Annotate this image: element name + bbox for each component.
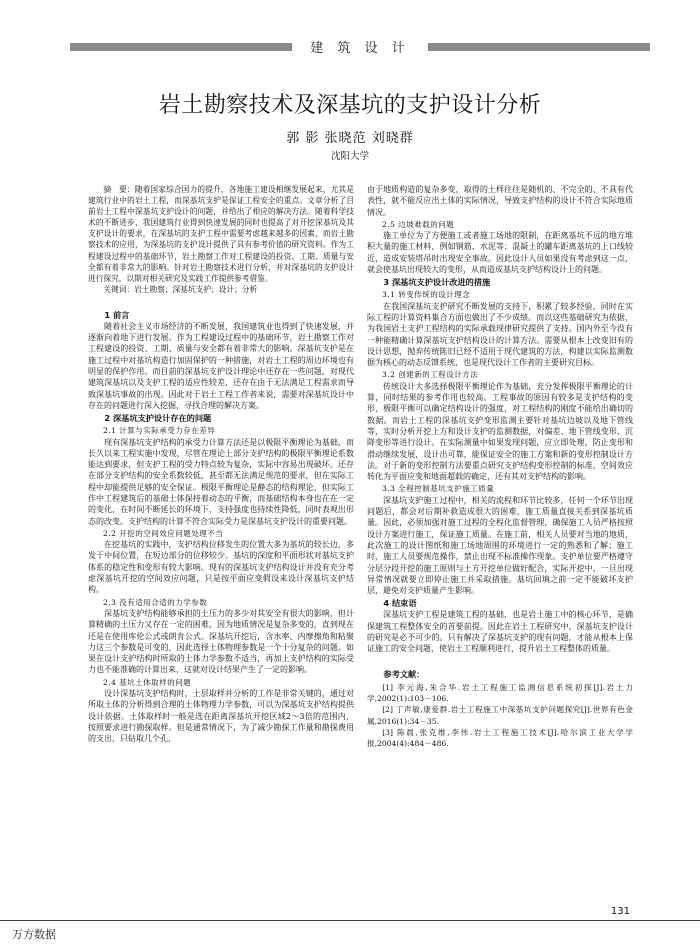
subsection-2-2-text: 在挖基坑的实践中，支护结构位移发生的位置大多为基坑的较长边，多发于中间位置，在短边部分的位移较少。基坑的深度和平面形状对基坑支护体系的稳定性和变形有较大影响。现有的深基坑支护结构设计并没有充分考虑深基坑开挖的空间效应问题，只是按平面应变假设来设计深基坑支护结构。: [88, 540, 354, 595]
subsection-heading-2-4: 2.4 基坑土体取样的问题: [103, 677, 192, 687]
reference-item: [2] 丁声敏,康爱群.岩土工程施工中深基坑支护问题探究[J].世界有色金属,2016(1):34－35.: [367, 705, 633, 726]
subsection-3-2-text: 传统设计大多选择极限平衡理论作为基础，充分发挥极限平衡理论的计算，同时结果的参考作用也较高。工程事故的原因有较多是支护结构的变形，极限平衡可以确定结构设计的强度，对工程结构的刚度不能给出确切的数据。而岩土工程的深基坑支护变形监测主要针对基坑边坡以及地下管线等，实时分析开挖上方和设计支护的监测数据，对偏差、地下管线变形、沉降变形等进行设计。在实际测量中如果发现问题，应立即处理，防止变形和滑动继续发展，设计出可靠，能保证安全的施工方案和新的变形控制设计方法。对于新的变形控制方法要重点研究支护结构变形控制的标准，空间效应转化为平面应变和地面超载的确定，还有其对支护结构的影响。: [367, 381, 633, 482]
subsection-heading-2-3: 2.3 没有适用合适的力学参数: [103, 597, 208, 607]
section-banner: [70, 40, 650, 54]
subsection-2-5-text: 施工单位为了方便施工或者施工场地的限制，在距离基坑不远的地方堆积大量的施工材料，例如钢筋、水泥等；混凝土的罐车距离基坑的上口线较近，造成安装塔吊时出现安全事故。因此设计人员如果没有考虑到这一点，就会使基坑出现较大的变形，从而造成基坑支护结构设计上的问题。: [367, 231, 633, 275]
subsection-2-1-text: 现有深基坑支护结构的承受力计算方法还是以极限平衡理论为基础，而长久以来工程实施中发现，尽管在理论上部分支护结构的极限平衡理论系数能达到要求，但支护工程的受力特点较为复杂，实际中容易出现破坏。还存在部分支护结构的安全系数较低，甚至都无法满足规范的要求，但在实际工程中却能提供足够的安全保证。极限平衡理论是静态的结构理论，但实际工作中工程建筑后的基础土体保持着动态的平衡，而基础结构本身也在在一定的变化，在时间不断延长的环境下，支持强度也持续性降低，同时表观出形态的改变。支护结构的计算不符合实际受力是深基坑支护设计的重要问题。: [88, 437, 354, 526]
left-column: [88, 184, 354, 745]
right-column: [367, 184, 633, 750]
subsection-3-3-text: 深基坑支护施工过程中，相关的流程和环节比较多，任何一个环节出现问题后，都会对后期补救造成很大的困难，施工质量直接关系到深基坑质量。因此，必须加强对施工过程的全程化监督管理，确保施工人员严格按照设计方案进行施工，保证施工质量。在施工前，相关人员要对当地的地质，此次施工的设计图纸和施工场地周围的环境进行一定的熟悉和了解；施工时，施工人员要规范操作，禁止出现不标准操作现象。支护单位要严格遵守分层分段开挖的施工原则与土方开挖单位做好配合，实际开挖中，一旦出现异常情况就要立即停止施工并采取措施。基坑回填之前一定不能破坏支护层，避免对支护质量产生影响。: [367, 495, 633, 596]
abstract: 摘 要：随着国家综合国力的提升，各地施工建设相继发展起来，尤其是建筑行业中的岩土工程，而深基坑支护是保证工程安全的重点。文章分析了目前岩土工程中深基坑支护设计的问题，并给出了相应的解决方法。随着科学技术的不断进步，我国建筑行业得到快速发展的同时也提高了对开挖深基坑及其支护设计的要求，在深基坑的支护工程中需要考虑越来越多的因素，而岩土勘察技术的应用，为深基坑的支护设计提供了具有参考价值的研究资料。作为工程建设过程中的基础环节，岩土勘察工作对工程建设的投资、工期、质量与安全都有着非常大的影响。针对岩土勘察技术进行分析，并对深基坑的支护设计进行探究，以期对相关研究及实践工作提供参考借鉴。: [88, 185, 354, 283]
subsection-2-4-text: 设计深基坑支护结构时，土层取样并分析的工作是非常关键的，通过对所取土体的分析得到合理的土体物理力学参数，可以为深基坑支护结构提供设计依据。土体取样时一般是选在距离深基坑开挖区域2～3倍的范围内，按照要求进行勘探取样。但是通常情况下，为了减少勘探工作量和勘探费用的支出，只钻取几个孔，: [88, 689, 354, 744]
section-heading-1: 1 前言: [104, 309, 130, 320]
section-label: 建 筑 设 计: [310, 41, 410, 56]
keywords: 关键词：岩土勘察；深基坑支护；设计；分析: [103, 284, 258, 294]
subsection-heading-3-1: 3.1 转变传统的设计理念: [382, 290, 471, 300]
continued-text: 由于地质构造的复杂多变，取得的土样往往是随机的、不完全的、不具有代表性，就不能反应出土体的实际情况，导致支护结构的设计不符合实际地质情况。: [367, 185, 633, 217]
article-affiliation: 沈阳大学: [330, 151, 369, 162]
page-number: 131: [610, 906, 630, 917]
subsection-heading-3-2: 3.2 创建新的工程设计方法: [382, 370, 479, 380]
section-heading-2: 2 深基坑支护设计存在的问题: [104, 413, 212, 424]
subsection-heading-2-1: 2.1 计算与实际承受力存在差异: [103, 426, 216, 436]
subsection-2-3-text: 深基坑支护结构能够承担的土压力的多少对其安全有很大的影响，但计算精确的土压力又存在一定的困难，因为地质情况是复杂多变的，直到现在还是在使用库伦公式或朗肯公式。深基坑开挖后，含水率、内摩擦角和粘聚力这三个参数是可变的，因此选择土体物理参数是一个十分复杂的问题。如果在设计支护结构时所取的土体力学参数不适当，再加上支护结构的实际受力也不能准确的计算出来，这就对设计结果产生了一定的影响。: [88, 608, 354, 675]
section-heading-3: 3 深基坑支护设计改进的措施: [383, 277, 491, 288]
section-1-text: 随着社会主义市场经济的不断发展，我国建筑业也得到了快速发展，并逐渐向着地下进行发展。作为工程建设过程中的基础环节，岩土勘察工作对工程建设的投资、工期、质量与安全都有着非常大的影响。深基坑支护是在施工过程中对基坑构造行加固保护的一种措施，对岩土工程的周边环境也有明显的保护作用。而目前的深基坑支护设计理论中还存在一些问题，对现代建筑深基坑以及支护工程的适应性较差，还存在由于无法满足工程需求而导致深基坑事故的出现。因此对于岩土工程工作者来说，需要对深基坑设计中存在的问题进行深入挖掘，寻找合理的解决方案。: [88, 321, 354, 410]
article-authors: 郭 影 张晓范 刘晓群: [286, 131, 414, 146]
subsection-heading-2-5: 2.5 边坡难载的问题: [382, 219, 455, 229]
subsection-heading-2-2: 2.2 开挖的空间效应问题处理不当: [103, 528, 224, 538]
subsection-3-1-text: 在我国深基坑支护研究不断发展的支持下，积累了较多经验，同时在实际工程的计算资料集合方面也做出了不少成绩。而以这些基础研究为依据，为我国岩土支护工程结构的实际承载现律研究提供了支持。国内外至今没有一种能精确计算深基坑支护结构设计的计算方法。需要从根本上改变旧有的设计思想，抛弃传统陈旧已经不适用于现代建筑的方法，构建以实际监测数据为核心的动态反馈系统，也是现代设计工作者的主要研究目标。: [367, 301, 633, 368]
reference-item: [3] 陈晨,张克维,李伟.岩土工程施工技术[J].哈尔滨工业大学学报,2004(4):484－486.: [367, 728, 633, 749]
banner-rule-left: [70, 43, 292, 51]
reference-item: [1] 李元海,朱合华.岩土工程施工监测信息系统初探[J].岩土力学,2002(1):103－106.: [367, 682, 633, 704]
section-4-text: 深基坑支护工程是建筑工程的基础，也是岩土施工中的核心环节，是确保建筑工程整体安全的首要前提。因此在岩土工程研究中，深基坑支护设计的研究是必不可少的。只有解决了深基坑支护的现有问题，才能从根本上保证施工的安全问题，使岩土工程顺利进行，提升岩土工程整体的质量。: [367, 610, 633, 654]
subsection-heading-3-3: 3.3 全程控制基坑支护施工质量: [382, 484, 495, 494]
banner-rule-right: [428, 43, 650, 51]
footer-rule: [0, 920, 700, 921]
references-title: 参考文献：: [383, 668, 425, 679]
article-title: 岩土勘察技术及深基坑的支护设计分析: [158, 93, 542, 118]
database-watermark: 万方数据: [12, 928, 56, 941]
section-heading-4: 4 结束语: [383, 598, 417, 609]
